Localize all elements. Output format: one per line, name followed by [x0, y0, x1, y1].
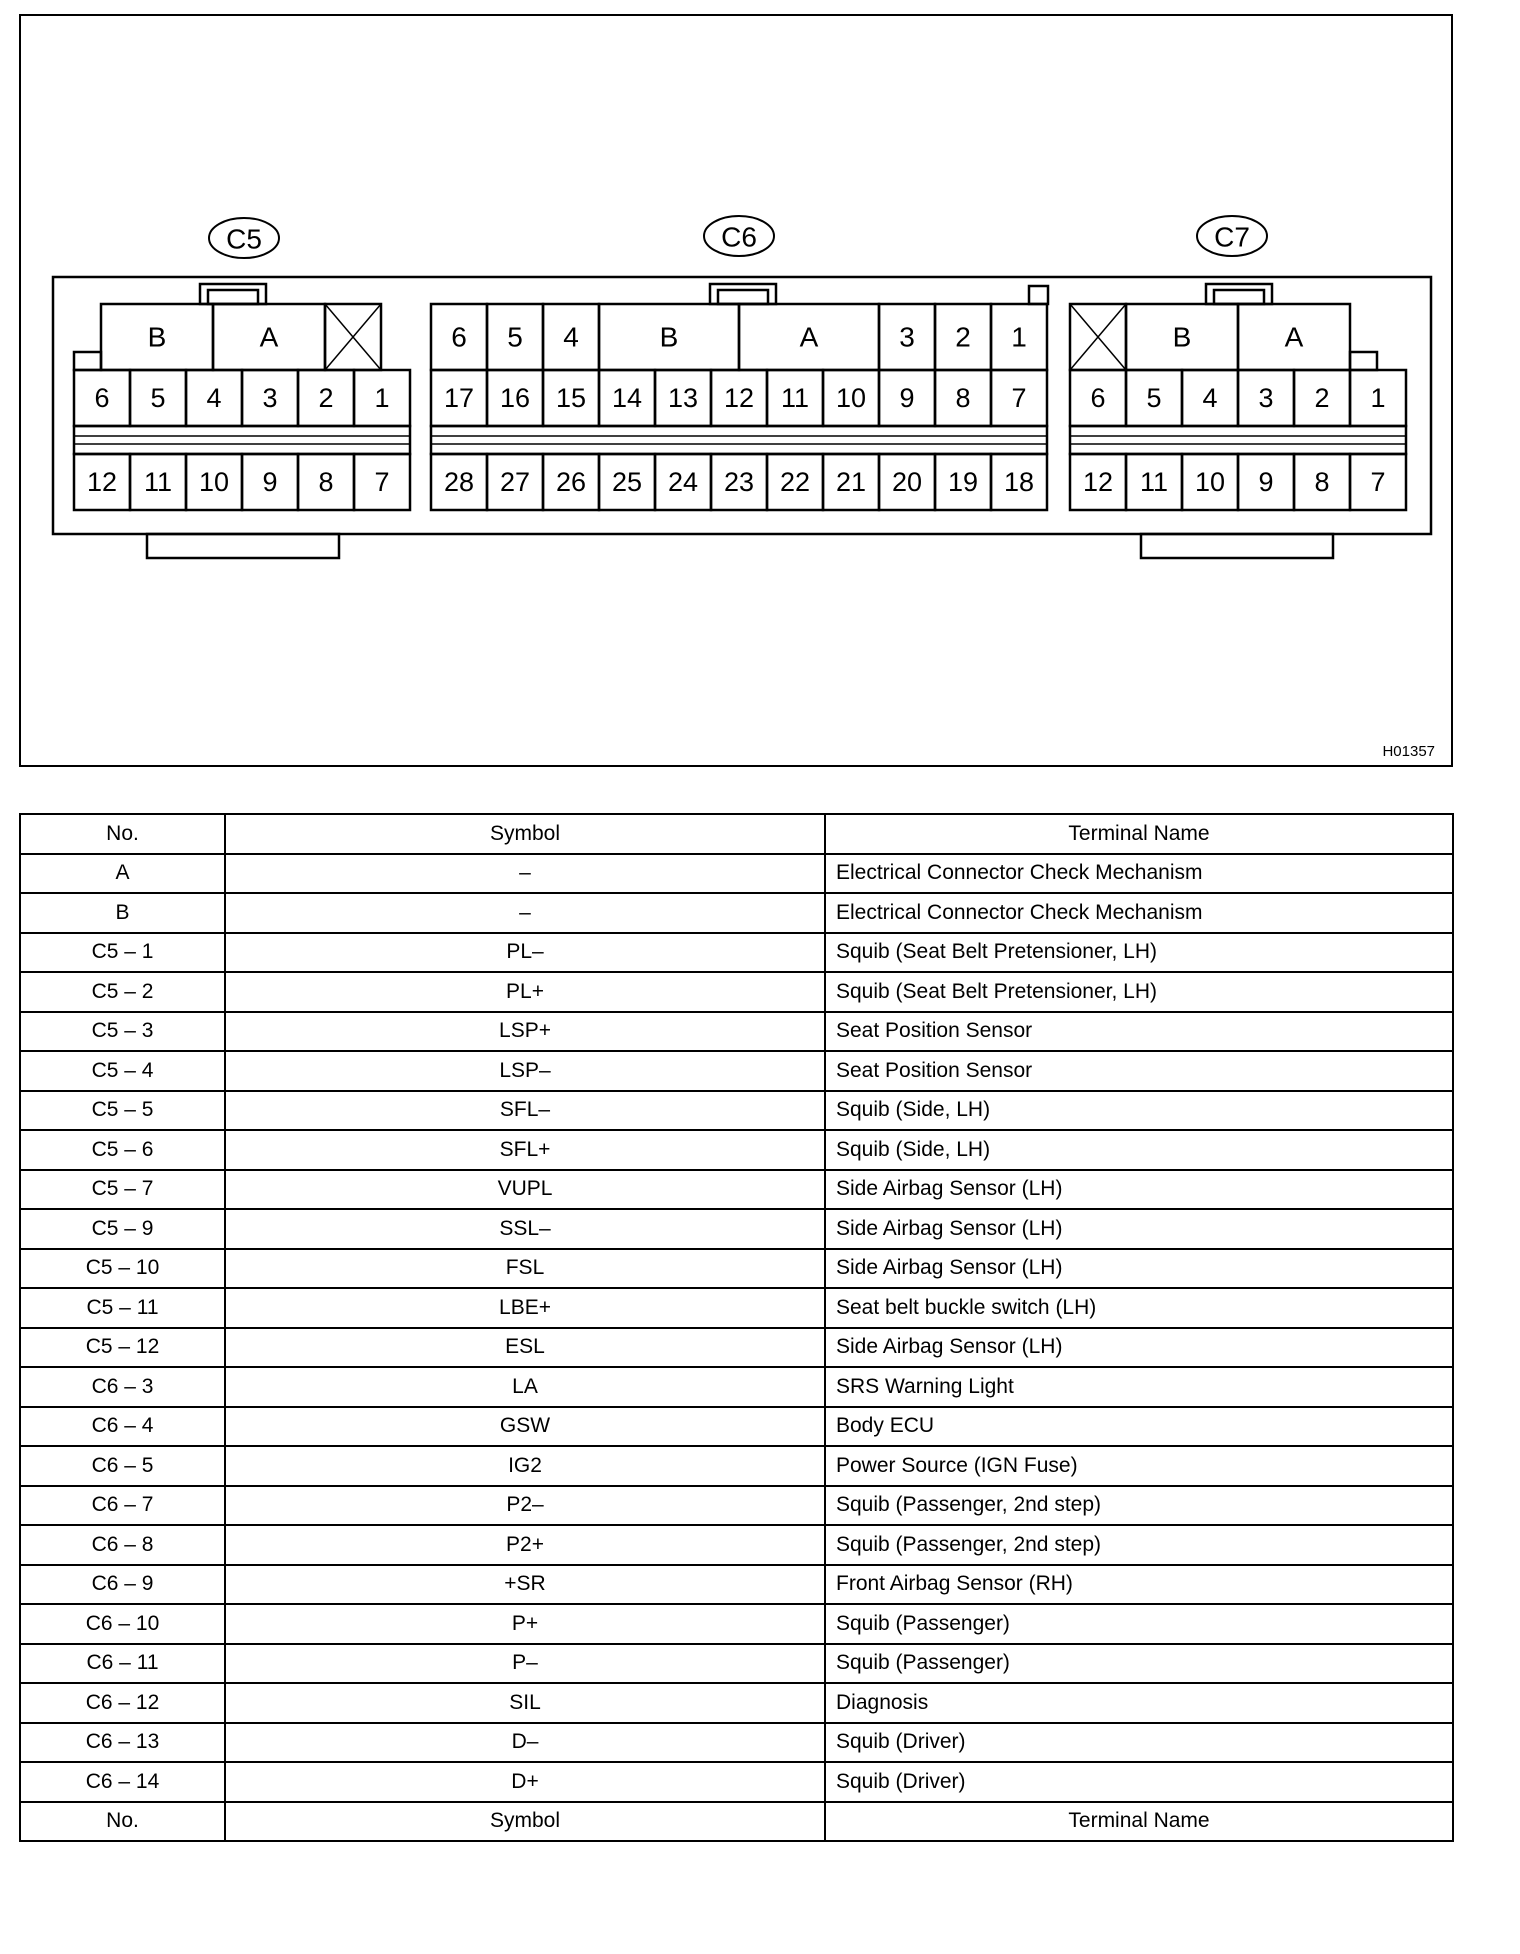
- cell-no: C6 – 11: [20, 1644, 225, 1684]
- pin-number: 13: [667, 383, 699, 413]
- table-row: [20, 1407, 1453, 1447]
- cell-no: B: [20, 893, 225, 933]
- lock-label: B: [147, 321, 167, 353]
- cell-symbol: VUPL: [225, 1170, 825, 1210]
- cell-no: C5 – 3: [20, 1012, 225, 1052]
- table-row: [20, 1249, 1453, 1289]
- cell-symbol: PL–: [225, 933, 825, 973]
- pin-number: 6: [94, 383, 110, 413]
- latch-tab: [200, 284, 266, 304]
- pin-number: 10: [198, 467, 230, 497]
- lock-label: A: [799, 321, 819, 353]
- table-row: [20, 933, 1453, 973]
- separator-band: [74, 426, 410, 454]
- pin-number: 23: [723, 467, 755, 497]
- cell-symbol: D–: [225, 1723, 825, 1763]
- header-terminal-name: Terminal Name: [825, 814, 1453, 854]
- pin-number: 25: [611, 467, 643, 497]
- pin-number: 5: [1146, 383, 1162, 413]
- cell-no: C5 – 5: [20, 1091, 225, 1131]
- cell-no: C6 – 4: [20, 1407, 225, 1447]
- cell-symbol: SFL–: [225, 1091, 825, 1131]
- latch-tab: [710, 284, 776, 304]
- latch-tab-inner: [1214, 290, 1264, 304]
- cell-terminal-name: Squib (Side, LH): [825, 1091, 1453, 1131]
- pin-number: 5: [507, 321, 523, 353]
- cell-symbol: P2–: [225, 1486, 825, 1526]
- pin-number: 2: [955, 321, 971, 353]
- separator-band: [1070, 426, 1406, 454]
- cell-terminal-name: Side Airbag Sensor (LH): [825, 1209, 1453, 1249]
- table-row: [20, 1565, 1453, 1605]
- cell-symbol: PL+: [225, 972, 825, 1012]
- cell-symbol: LA: [225, 1367, 825, 1407]
- cell-terminal-name: Side Airbag Sensor (LH): [825, 1328, 1453, 1368]
- cell-terminal-name: Power Source (IGN Fuse): [825, 1446, 1453, 1486]
- cell-no: C6 – 12: [20, 1683, 225, 1723]
- cell-symbol: ESL: [225, 1328, 825, 1368]
- pin-number: 12: [86, 467, 118, 497]
- pin-number: 8: [955, 383, 971, 413]
- pin-number: 2: [318, 383, 334, 413]
- pin-number: 3: [1258, 383, 1274, 413]
- pin-number: 8: [1314, 467, 1330, 497]
- table-row: [20, 1723, 1453, 1763]
- pin-number: 22: [779, 467, 811, 497]
- cell-symbol: SSL–: [225, 1209, 825, 1249]
- connector-label: C5: [226, 223, 262, 255]
- cell-terminal-name: Squib (Passenger, 2nd step): [825, 1525, 1453, 1565]
- pin-number: 6: [451, 321, 467, 353]
- header-symbol: Symbol: [225, 814, 825, 854]
- cell-symbol: D+: [225, 1762, 825, 1802]
- cell-no: C5 – 6: [20, 1130, 225, 1170]
- cell-terminal-name: Squib (Driver): [825, 1723, 1453, 1763]
- cell-symbol: IG2: [225, 1446, 825, 1486]
- pin-number: 1: [374, 383, 390, 413]
- cell-terminal-name: Body ECU: [825, 1407, 1453, 1447]
- bottom-foot: [147, 534, 339, 558]
- cell-terminal-name: Front Airbag Sensor (RH): [825, 1565, 1453, 1605]
- pin-number: 9: [1258, 467, 1274, 497]
- table-row: [20, 1604, 1453, 1644]
- cell-terminal-name: Seat Position Sensor: [825, 1012, 1453, 1052]
- latch-tab-inner: [718, 290, 768, 304]
- cell-terminal-name: SRS Warning Light: [825, 1367, 1453, 1407]
- pin-number: 4: [206, 383, 222, 413]
- table-row: [20, 1644, 1453, 1684]
- cell-symbol: SFL+: [225, 1130, 825, 1170]
- cell-terminal-name: Squib (Side, LH): [825, 1130, 1453, 1170]
- table-row: [20, 1130, 1453, 1170]
- cell-symbol: FSL: [225, 1249, 825, 1289]
- table-row: [20, 1367, 1453, 1407]
- table-row: [20, 1525, 1453, 1565]
- cell-terminal-name: Diagnosis: [825, 1683, 1453, 1723]
- lock-label: A: [259, 321, 279, 353]
- connector-label: C6: [721, 221, 757, 253]
- table-header-row: [20, 814, 1453, 854]
- table-row: [20, 1288, 1453, 1328]
- pin-number: 16: [499, 383, 531, 413]
- pin-number: 9: [262, 467, 278, 497]
- pin-number: 27: [499, 467, 531, 497]
- cell-no: C5 – 4: [20, 1051, 225, 1091]
- cell-no: C6 – 14: [20, 1762, 225, 1802]
- lock-label: B: [1172, 321, 1192, 353]
- pin-number: 7: [1011, 383, 1027, 413]
- table-row: [20, 854, 1453, 894]
- cell-terminal-name: Squib (Passenger, 2nd step): [825, 1486, 1453, 1526]
- pin-number: 4: [563, 321, 579, 353]
- cell-symbol: P2+: [225, 1525, 825, 1565]
- cell-no: C6 – 8: [20, 1525, 225, 1565]
- step-notch: [1350, 352, 1377, 370]
- table-row: [20, 1170, 1453, 1210]
- pin-number: 28: [443, 467, 475, 497]
- pin-number: 10: [835, 383, 867, 413]
- cell-symbol: SIL: [225, 1683, 825, 1723]
- pin-number: 1: [1011, 321, 1027, 353]
- cell-no: C5 – 2: [20, 972, 225, 1012]
- lock-label: B: [659, 321, 679, 353]
- cell-no: C6 – 7: [20, 1486, 225, 1526]
- cell-symbol: LSP–: [225, 1051, 825, 1091]
- pin-number: 9: [899, 383, 915, 413]
- connector-diagram-frame: [19, 14, 1453, 767]
- cell-no: C6 – 9: [20, 1565, 225, 1605]
- table-row: [20, 1091, 1453, 1131]
- pin-number: 11: [780, 383, 810, 413]
- reference-code: H01357: [1382, 743, 1435, 760]
- cell-symbol: –: [225, 854, 825, 894]
- pin-number: 14: [611, 383, 643, 413]
- table-row: [20, 1486, 1453, 1526]
- pin-number: 11: [1139, 467, 1169, 497]
- pin-number: 12: [1082, 467, 1114, 497]
- cell-no: C5 – 12: [20, 1328, 225, 1368]
- cell-no: A: [20, 854, 225, 894]
- pin-number: 1: [1370, 383, 1386, 413]
- cell-terminal-name: Squib (Seat Belt Pretensioner, LH): [825, 972, 1453, 1012]
- pin-number: 24: [667, 467, 699, 497]
- cell-symbol: –: [225, 893, 825, 933]
- pin-number: 6: [1090, 383, 1106, 413]
- pin-number: 18: [1003, 467, 1035, 497]
- pin-number: 10: [1194, 467, 1226, 497]
- cell-no: C5 – 9: [20, 1209, 225, 1249]
- table-row: [20, 1012, 1453, 1052]
- pin-number: 4: [1202, 383, 1218, 413]
- cell-terminal-name: Electrical Connector Check Mechanism: [825, 893, 1453, 933]
- separator-band: [431, 426, 1047, 454]
- bottom-foot: [1141, 534, 1333, 558]
- header-no: No.: [20, 814, 225, 854]
- cell-terminal-name: Squib (Seat Belt Pretensioner, LH): [825, 933, 1453, 973]
- cell-symbol: P+: [225, 1604, 825, 1644]
- footer-terminal-name: Terminal Name: [825, 1802, 1453, 1842]
- cell-no: C6 – 13: [20, 1723, 225, 1763]
- cell-symbol: LSP+: [225, 1012, 825, 1052]
- cell-terminal-name: Side Airbag Sensor (LH): [825, 1170, 1453, 1210]
- cell-symbol: GSW: [225, 1407, 825, 1447]
- cell-no: C5 – 10: [20, 1249, 225, 1289]
- terminal-table: [19, 813, 1454, 1842]
- cell-terminal-name: Side Airbag Sensor (LH): [825, 1249, 1453, 1289]
- table-footer-row: [20, 1802, 1453, 1842]
- cell-no: C6 – 10: [20, 1604, 225, 1644]
- cell-no: C6 – 3: [20, 1367, 225, 1407]
- cell-terminal-name: Seat belt buckle switch (LH): [825, 1288, 1453, 1328]
- pin-number: 19: [947, 467, 979, 497]
- pin-number: 12: [723, 383, 755, 413]
- pin-number: 15: [555, 383, 587, 413]
- table-row: [20, 893, 1453, 933]
- cell-terminal-name: Seat Position Sensor: [825, 1051, 1453, 1091]
- pin-number: 7: [374, 467, 390, 497]
- connector-diagram: [21, 16, 1451, 765]
- cell-terminal-name: Electrical Connector Check Mechanism: [825, 854, 1453, 894]
- table-row: [20, 1683, 1453, 1723]
- connector-label: C7: [1214, 221, 1250, 253]
- cell-terminal-name: Squib (Passenger): [825, 1604, 1453, 1644]
- cell-no: C5 – 1: [20, 933, 225, 973]
- pin-number: 20: [891, 467, 923, 497]
- table-row: [20, 1209, 1453, 1249]
- pin-number: 21: [835, 467, 867, 497]
- pin-number: 3: [262, 383, 278, 413]
- footer-no: No.: [20, 1802, 225, 1842]
- latch-tab-inner: [208, 290, 258, 304]
- step-notch: [74, 352, 101, 370]
- table-row: [20, 1051, 1453, 1091]
- cell-terminal-name: Squib (Driver): [825, 1762, 1453, 1802]
- table-row: [20, 1446, 1453, 1486]
- cell-no: C5 – 11: [20, 1288, 225, 1328]
- pin-number: 3: [899, 321, 915, 353]
- cell-no: C6 – 5: [20, 1446, 225, 1486]
- footer-symbol: Symbol: [225, 1802, 825, 1842]
- pin-number: 17: [443, 383, 475, 413]
- lock-label: A: [1284, 321, 1304, 353]
- cell-symbol: LBE+: [225, 1288, 825, 1328]
- corner-notch: [1029, 286, 1048, 304]
- cell-symbol: +SR: [225, 1565, 825, 1605]
- cell-no: C5 – 7: [20, 1170, 225, 1210]
- pin-number: 2: [1314, 383, 1330, 413]
- pin-number: 8: [318, 467, 334, 497]
- pin-number: 11: [143, 467, 173, 497]
- cell-symbol: P–: [225, 1644, 825, 1684]
- latch-tab: [1206, 284, 1272, 304]
- table-row: [20, 1762, 1453, 1802]
- table-row: [20, 1328, 1453, 1368]
- cell-terminal-name: Squib (Passenger): [825, 1644, 1453, 1684]
- pin-number: 26: [555, 467, 587, 497]
- pin-number: 5: [150, 383, 166, 413]
- table-row: [20, 972, 1453, 1012]
- pin-number: 7: [1370, 467, 1386, 497]
